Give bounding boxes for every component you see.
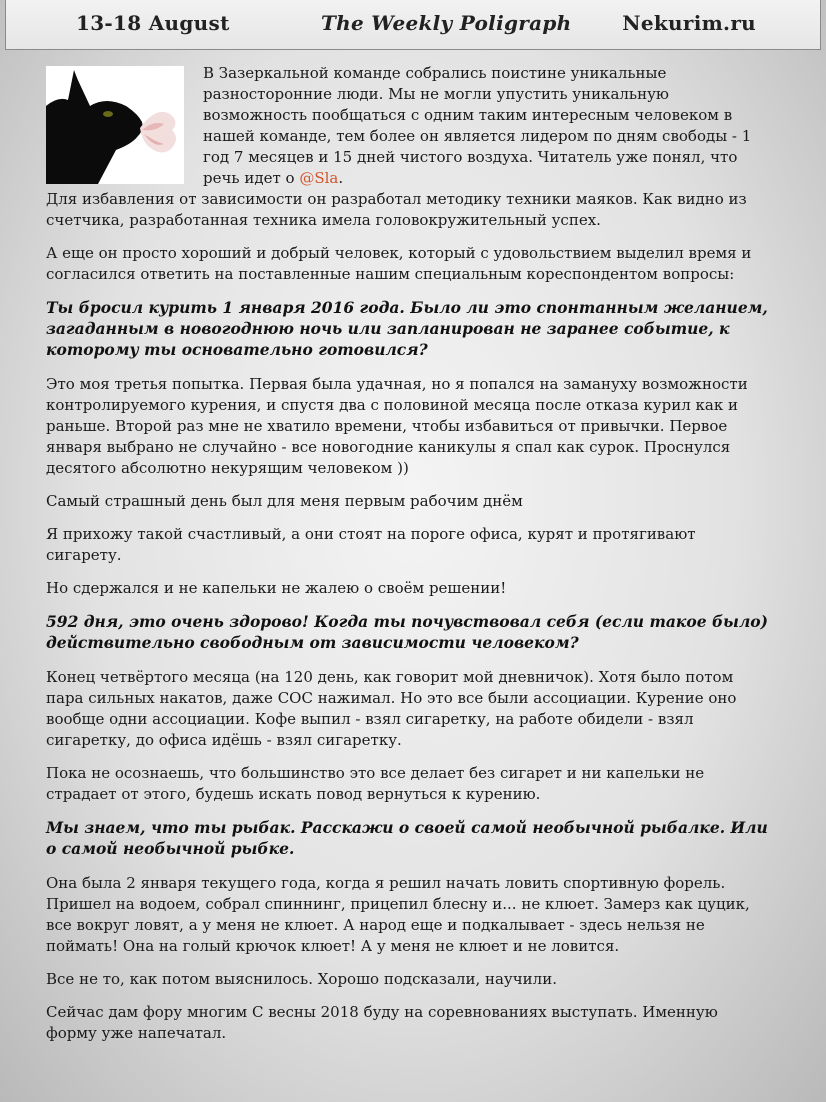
answer-2-para-2: Пока не осознаешь, что большинство это все делает без сигарет и ни капельки не страдает от этого, будешь искать повод вернуться к курению. [46,764,705,803]
article-intro [46,62,770,189]
answer-3-para-1: Она была 2 января текущего года, когда я решил начать ловить спортивную форель. Пришел на водоем, собрал спиннинг, прицепил блесну и... не клюет. Замерз как цуцик, все вокруг ловят, а у меня не клюет. А народ еще и подкалывает - здесь нельзя не поймать! Она на голый крючок клюет! А у меня не клюет и не ловится. [46,874,750,955]
answer-3-para-3: Сейчас дам фору многим С весны 2018 буду на соревнованиях выступать. Именную форму уже напечатал. [46,1003,718,1042]
intro-text: В Зазеркальной команде собрались поистине уникальные разносторонние люди. Мы не могли упустить уникальную возможность пообщаться с одним таким интересным человеком в нашей команде, тем более он является лидером по дням свободы - 1 год 7 месяцев и 15 дней чистого воздуха. Читатель уже понял, что речь идет о [203,64,752,187]
answer-2-para-1: Конец четвёртого месяца (на 120 день, как говорит мой дневничок). Хотя было потом пара сильных накатов, даже СОС нажимал. Но это все были ассоциации. Курение оно вообще одни ассоциации. Кофе выпил - взял сигаретку, на работе обидели - взял сигаретку, до офиса идёшь - взял сигаретку. [46,668,737,749]
masthead [5,0,821,50]
masthead-date: 13-18 August [76,11,230,35]
masthead-site: Nekurim.ru [622,11,756,35]
question-3: Мы знаем, что ты рыбак. Расскажи о своей самой необычной рыбалке. Или о самой необычной рыбке. [46,818,768,858]
article-body [46,62,770,1056]
masthead-title: The Weekly Poligraph [321,11,572,35]
cat-butterfly-image [46,66,184,184]
answer-1-para-4: Но сдержался и не капельки не жалею о своём решении! [46,579,507,597]
mention-link[interactable]: @Sla [299,169,339,187]
answer-1-para-2: Самый страшный день был для меня первым рабочим днём [46,492,523,510]
question-2: 592 дня, это очень здорово! Когда ты почувствовал себя (если такое было) действительно свободным от зависимости человеком? [46,612,768,652]
answer-3-para-2: Все не то, как потом выяснилось. Хорошо подсказали, научили. [46,970,557,988]
paragraph-method: Для избавления от зависимости он разработал методику техники маяков. Как видно из счетчика, разработанная техника имела головокружительный успех. [46,190,747,229]
answer-1-para-3: Я прихожу такой счастливый, а они стоят на пороге офиса, курят и протягивают сигарету. [46,525,696,564]
question-1: Ты бросил курить 1 января 2016 года. Было ли это спонтанным желанием, загаданным в новогоднюю ночь или запланирован не заранее событие, к которому ты основательно готовился? [46,298,768,359]
intro-end: . [338,169,344,187]
paragraph-kind: А еще он просто хороший и добрый человек, который с удовольствием выделил время и согласился ответить на поставленные нашим специальным кореспондентом вопросы: [46,244,752,283]
intro-paragraph [203,62,770,189]
answer-1-para-1: Это моя третья попытка. Первая была удачная, но я попался на замануху возможности контролируемого курения, и спустя два с половиной месяца после отказа курил как и раньше. Второй раз мне не хватило времени, чтобы избавиться от привычки. Первое января выбрано не случайно - все новогодние каникулы я спал как сурок. Проснулся десятого абсолютно некурящим человеком )) [46,375,748,477]
